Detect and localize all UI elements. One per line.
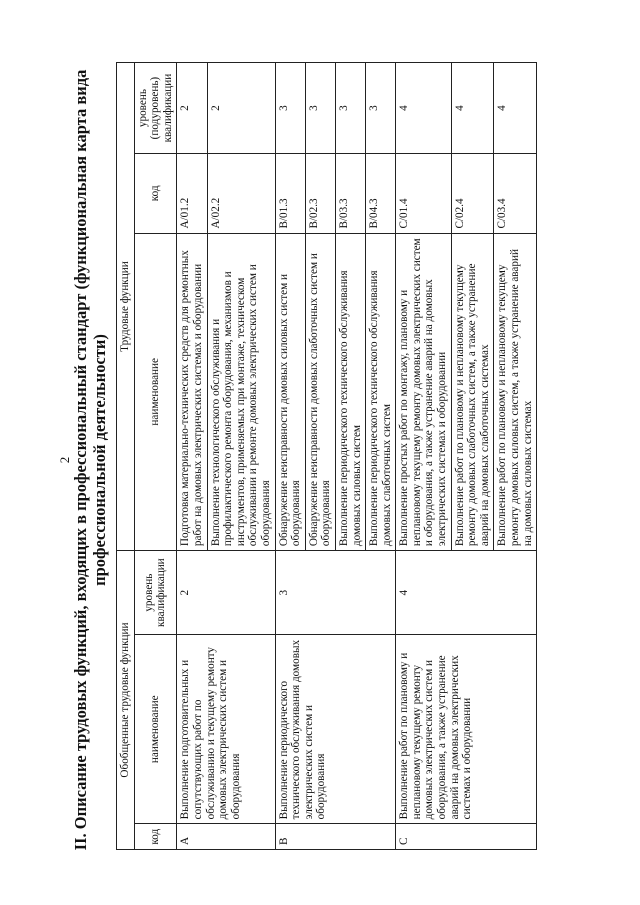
function-code: C/02.4 [451,154,494,233]
page-number: 2 [57,456,72,464]
function-code: B/02.3 [305,154,335,233]
code-header: код [134,824,177,850]
function-code: C/03.4 [494,154,537,233]
function-name: Подготовка материально-технических средств для ремонтных работ на домовых электрических системах и оборудовании [177,233,207,551]
function-level: 2 [177,63,207,154]
table-row [275,63,305,850]
rotated-sheet [57,60,593,860]
group-name: Выполнение подготовительных и сопутствующих работ по обслуживанию и текущему ремонту домовых электрических систем и оборудования [177,635,275,824]
name-header: наименование [134,635,177,824]
function-level: 4 [451,63,494,154]
header-row-2 [134,63,177,850]
function-name: Обнаружение неисправности домовых слаботочных систем и оборудования [305,233,335,551]
function-level: 3 [335,63,365,154]
function-level: 2 [207,63,275,154]
functional-map-table [116,62,537,850]
function-name: Обнаружение неисправности домовых силовых систем и оборудования [275,233,305,551]
group-code: B [275,824,396,850]
function-code: A/01.2 [177,154,207,233]
function-code-header: код [134,154,177,233]
generalized-functions-header: Обобщенные трудовые функции [117,551,135,850]
title-line-2: профессиональной деятельности) [90,334,109,586]
group-code: C [396,824,537,850]
function-level: 4 [396,63,451,154]
function-name: Выполнение работ по плановому и неплановому текущему ремонту домовых слаботочных систем, а также устранение аварий на домовых слаботочных системах [451,233,494,551]
title-line-1: II. Описание трудовых функций, входящих в профессиональный стандарт (функциональная карта вида [71,69,90,851]
function-name-header: наименование [134,233,177,551]
function-name: Выполнение простых работ по монтажу, плановому и неплановому текущему ремонту домовых электрических систем и оборудования, а также устранение аварий на домовых электрических системах и оборудовании [396,233,451,551]
group-level: 2 [177,551,275,635]
function-level-header: уровень (подуровень) квалификации [134,63,177,154]
function-code: A/02.2 [207,154,275,233]
table-row [396,63,451,850]
group-name: Выполнение периодического технического обслуживания домовых электрических систем и оборудования [275,635,396,824]
function-code: C/01.4 [396,154,451,233]
function-level: 3 [366,63,396,154]
function-level: 3 [275,63,305,154]
function-code: B/01.3 [275,154,305,233]
group-name: Выполнение работ по плановому и неплановому текущему ремонту домовых электрических систем и оборудования, а также устранение аварий на домовых электрических системах и оборудовании [396,635,537,824]
labor-functions-header: Трудовые функции [117,63,135,551]
function-code: B/04.3 [366,154,396,233]
function-name: Выполнение периодического технического обслуживания домовых слаботочных систем [366,233,396,551]
header-row-1 [117,63,135,850]
function-name: Выполнение периодического технического обслуживания домовых силовых систем [335,233,365,551]
section-title [71,60,109,860]
function-code: B/03.3 [335,154,365,233]
group-level: 4 [396,551,537,635]
level-header: уровень квалификации [134,551,177,635]
group-code: A [177,824,275,850]
function-level: 3 [305,63,335,154]
function-level: 4 [494,63,537,154]
function-name: Выполнение работ по плановому и неплановому текущему ремонту домовых силовых систем, а также устранение аварий на домовых силовых системах [494,233,537,551]
table-row [177,63,207,850]
group-level: 3 [275,551,396,635]
function-name: Выполнение технологического обслуживания и профилактического ремонта оборудования, механизмов и инструментов, применяемых при монтаже, техническом обслуживании и ремонте домовых электрических систем и оборудования [207,233,275,551]
